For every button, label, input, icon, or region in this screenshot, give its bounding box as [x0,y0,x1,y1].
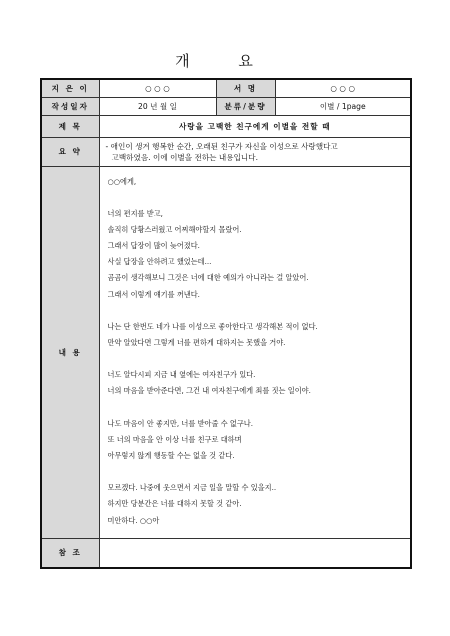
content-line: 미안하다. ○○아 [107,515,160,525]
content-line: 사실 답장을 안하려고 했었는데... [107,257,212,267]
summary-label: 요 약 [41,137,99,166]
signature-label: 서 명 [216,79,275,97]
content-body [99,166,411,538]
document-title: 개 요 [175,52,275,70]
content-line: 솔직히 당황스러웠고 어찌해야할지 몰랐어. [107,224,242,234]
content-line: 그래서 이렇게 얘기를 꺼낸다. [107,289,200,299]
subject-value: 사랑을 고백한 친구에게 이별을 전할 때 [99,115,411,137]
content-line: 아무렇지 않게 행동할 수는 없을 것 같다. [107,450,235,460]
category-label: 분류/분량 [216,97,275,115]
signature-value: ○ ○ ○ [275,79,411,97]
date-label: 작성일자 [41,97,99,115]
content-line: 곰곰이 생각해보니 그것은 너에 대한 예의가 아니라는 걸 알았어. [107,273,309,283]
content-line: ○○에게, [107,176,137,186]
author-value: ○ ○ ○ [99,79,216,97]
content-line [108,400,403,416]
content-line: 그래서 답장이 많이 늦어졌다. [107,241,200,251]
content-line: 나도 마음이 안 좋지만, 너를 받아줄 수 없구나. [107,418,254,428]
summary-value [99,137,411,166]
content-line: 너도 알다시피 지금 내 옆에는 여자친구가 있다. [107,370,256,380]
summary-form [40,78,412,569]
content-line: 너의 마음을 받아준다면, 그건 내 여자친구에게 죄를 짓는 일이야. [107,386,311,396]
content-line [108,303,403,319]
content-line: 나는 단 한번도 네가 나를 이성으로 좋아한다고 생각해본 적이 없다. [107,321,318,331]
content-line [108,351,403,367]
reference-label: 참 조 [41,538,99,568]
content-line [108,464,403,480]
content-label: 내 용 [41,166,99,538]
summary-line: - 애인이 생겨 행복한 순간, 오래된 친구가 자신을 이성으로 사랑했다고 [105,141,338,151]
reference-value [99,538,411,568]
category-value: 이별 / 1page [275,97,411,115]
content-line: 또 너의 마음을 안 이상 너를 친구로 대하며 [107,434,242,444]
date-value: 20 년 월 일 [99,97,216,115]
content-line: 모르겠다. 나중에 웃으면서 지금 일을 말할 수 있을지.. [107,483,277,493]
content-line: 너의 편지를 받고, [107,208,163,218]
content-line: 하지만 당분간은 너를 대하지 못할 것 같아. [107,499,242,509]
content-line [108,190,403,206]
summary-line: 고백하였음. 이에 이별을 전하는 내용입니다. [111,152,259,162]
author-label: 지 은 이 [41,79,99,97]
content-line: 만약 알았다면 그렇게 너를 편하게 대하지는 못했을 거야. [107,338,286,347]
subject-label: 제 목 [41,115,99,137]
